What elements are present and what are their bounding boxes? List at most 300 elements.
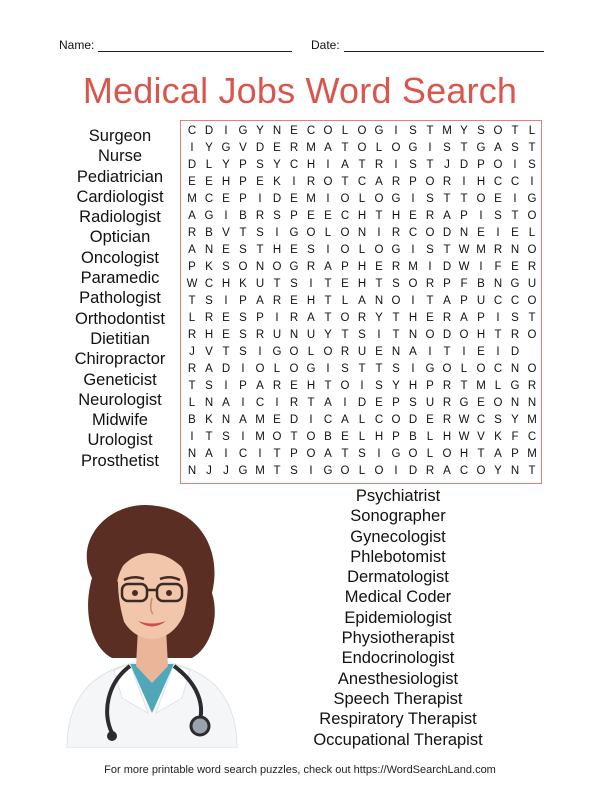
grid-cell: N xyxy=(459,227,469,239)
grid-cell: B xyxy=(409,431,417,443)
grid-cell: M xyxy=(306,193,316,205)
grid-cell: O xyxy=(391,142,401,154)
grid-cell: I xyxy=(224,210,228,222)
grid-cell: T xyxy=(290,431,298,443)
grid-cell: O xyxy=(442,448,452,460)
date-underline[interactable] xyxy=(344,39,544,52)
grid-cell: C xyxy=(306,125,316,137)
grid-cell: T xyxy=(188,380,196,392)
grid-cell: P xyxy=(239,193,247,205)
grid-cell: O xyxy=(391,414,401,426)
page-title: Medical Jobs Word Search xyxy=(82,70,518,111)
grid-cell: T xyxy=(426,295,434,307)
grid-cell: R xyxy=(272,295,282,307)
grid-cell: G xyxy=(238,125,248,137)
grid-cell: F xyxy=(511,431,519,443)
grid-cell: E xyxy=(290,244,298,256)
grid-cell: I xyxy=(530,176,534,188)
grid-cell: C xyxy=(204,193,214,205)
grid-cell: I xyxy=(377,448,381,460)
grid-cell: G xyxy=(527,193,537,205)
grid-cell: W xyxy=(458,431,470,443)
grid-cell: S xyxy=(375,380,383,392)
grid-cell: T xyxy=(341,142,349,154)
grid-cell: A xyxy=(324,448,332,460)
grid-cell: E xyxy=(375,261,383,273)
grid-cell: C xyxy=(323,414,333,426)
grid-cell: T xyxy=(222,346,230,358)
grid-cell: Y xyxy=(375,312,383,324)
grid-cell: E xyxy=(341,431,349,443)
grid-cell: S xyxy=(409,159,417,171)
grid-cell: N xyxy=(187,465,197,477)
grid-cell: W xyxy=(458,261,470,273)
grid-cell: D xyxy=(442,227,452,239)
grid-cell: E xyxy=(273,142,281,154)
grid-cell: P xyxy=(392,397,400,409)
grid-cell: C xyxy=(527,431,537,443)
grid-cell: G xyxy=(425,363,435,375)
grid-cell: C xyxy=(408,227,418,239)
word-list-item: Chiropractor xyxy=(74,350,166,369)
word-list-item: Dietitian xyxy=(90,329,150,348)
grid-cell: N xyxy=(272,125,282,137)
grid-cell: N xyxy=(289,329,299,341)
grid-cell: O xyxy=(255,363,265,375)
grid-cell: B xyxy=(324,431,332,443)
grid-cell: N xyxy=(391,346,401,358)
grid-cell: D xyxy=(442,329,452,341)
grid-cell: P xyxy=(460,295,468,307)
grid-cell: E xyxy=(426,414,434,426)
grid-cell: I xyxy=(224,380,228,392)
grid-cell: I xyxy=(411,193,415,205)
grid-cell: C xyxy=(510,176,520,188)
grid-cell: L xyxy=(307,346,315,358)
grid-cell: U xyxy=(255,278,265,290)
grid-cell: E xyxy=(290,125,298,137)
grid-cell: A xyxy=(324,142,332,154)
grid-cell: R xyxy=(289,397,299,409)
grid-cell: R xyxy=(357,312,367,324)
grid-cell: S xyxy=(239,244,247,256)
word-list-item: Psychiatrist xyxy=(355,487,441,505)
grid-cell: I xyxy=(190,431,194,443)
grid-cell: H xyxy=(221,278,231,290)
grid-cell: R xyxy=(204,312,214,324)
word-list-item: Medical Coder xyxy=(344,588,452,607)
grid-cell: B xyxy=(477,278,485,290)
word-list-item: Orthodontist xyxy=(75,309,165,328)
grid-cell: O xyxy=(272,431,282,443)
grid-cell: T xyxy=(460,142,468,154)
grid-cell: O xyxy=(374,465,384,477)
grid-cell: S xyxy=(205,380,213,392)
grid-cell: T xyxy=(426,125,434,137)
grid-cell: G xyxy=(510,278,520,290)
grid-cell: T xyxy=(273,278,281,290)
grid-cell: A xyxy=(443,295,451,307)
grid-cell: A xyxy=(239,414,247,426)
grid-cell: S xyxy=(205,295,213,307)
grid-cell: C xyxy=(493,176,503,188)
grid-cell: E xyxy=(256,176,264,188)
grid-cell: L xyxy=(426,448,434,460)
grid-cell: K xyxy=(205,261,213,273)
doctor-illustration xyxy=(52,498,248,748)
grid-cell: H xyxy=(408,380,418,392)
grid-cell: E xyxy=(375,397,383,409)
grid-cell: R xyxy=(340,346,350,358)
grid-cell: R xyxy=(306,261,316,273)
grid-cell: I xyxy=(241,431,245,443)
grid-cell: S xyxy=(409,397,417,409)
grid-cell: N xyxy=(510,465,520,477)
grid-cell: S xyxy=(358,448,366,460)
grid-cell: E xyxy=(477,227,485,239)
grid-cell: I xyxy=(241,397,245,409)
grid-cell: P xyxy=(290,210,298,222)
grid-cell: D xyxy=(408,414,418,426)
grid-cell: T xyxy=(341,329,349,341)
grid-cell: U xyxy=(306,329,316,341)
grid-cell: T xyxy=(528,312,536,324)
grid-cell: E xyxy=(477,346,485,358)
grid-cell: S xyxy=(239,312,247,324)
grid-cell: M xyxy=(255,465,265,477)
word-list-item: Radiologist xyxy=(79,208,161,227)
grid-cell: I xyxy=(462,346,466,358)
grid-cell: I xyxy=(224,125,228,137)
grid-cell: R xyxy=(425,465,435,477)
word-list-item: Occupational Therapist xyxy=(313,730,483,749)
grid-cell: I xyxy=(309,465,313,477)
grid-cell: G xyxy=(238,465,248,477)
grid-cell: T xyxy=(494,329,502,341)
grid-cell: O xyxy=(476,465,486,477)
grid-cell: P xyxy=(239,380,247,392)
grid-cell: O xyxy=(323,125,333,137)
grid-cell: L xyxy=(358,465,366,477)
grid-cell: N xyxy=(221,414,231,426)
grid-cell: A xyxy=(307,312,315,324)
grid-cell: E xyxy=(511,227,519,239)
name-field[interactable] xyxy=(59,38,292,52)
grid-cell: R xyxy=(425,210,435,222)
grid-cell: M xyxy=(527,414,537,426)
grid-cell: M xyxy=(306,142,316,154)
grid-cell: L xyxy=(273,363,281,375)
grid-cell: D xyxy=(357,397,367,409)
grid-cell: I xyxy=(258,193,262,205)
grid-cell: P xyxy=(239,176,247,188)
grid-cell: A xyxy=(222,397,230,409)
grid-cell: S xyxy=(222,261,230,273)
grid-cell: R xyxy=(187,329,197,341)
grid-cell: I xyxy=(394,465,398,477)
date-label: Date: xyxy=(311,38,340,52)
grid-cell: R xyxy=(391,227,401,239)
grid-cell: M xyxy=(408,261,418,273)
grid-cell: G xyxy=(374,125,384,137)
grid-cell: O xyxy=(527,244,537,256)
grid-cell: A xyxy=(256,295,264,307)
grid-cell: N xyxy=(374,295,384,307)
grid-cell: G xyxy=(323,465,333,477)
grid-cell: I xyxy=(428,142,432,154)
grid-cell: A xyxy=(188,244,196,256)
grid-cell: I xyxy=(326,159,330,171)
grid-cell: P xyxy=(341,261,349,273)
grid-cell: P xyxy=(460,210,468,222)
grid-cell: L xyxy=(460,363,468,375)
grid-cell: I xyxy=(224,295,228,307)
grid-cell: H xyxy=(374,431,384,443)
word-list-right xyxy=(300,486,496,750)
word-list-item: Phlebotomist xyxy=(350,547,446,566)
word-list-item: Gynecologist xyxy=(350,527,446,546)
grid-cell: P xyxy=(188,261,196,273)
grid-cell: C xyxy=(459,465,469,477)
grid-cell: G xyxy=(391,244,401,256)
word-list-item: Geneticist xyxy=(83,370,157,389)
grid-cell: H xyxy=(204,329,214,341)
grid-cell: A xyxy=(205,363,213,375)
grid-cell: R xyxy=(255,329,265,341)
grid-cell: R xyxy=(255,210,265,222)
grid-cell: I xyxy=(326,363,330,375)
grid-cell: A xyxy=(443,210,451,222)
grid-cell: E xyxy=(307,210,315,222)
grid-cell: E xyxy=(222,312,230,324)
grid-row xyxy=(181,463,541,483)
grid-cell: R xyxy=(391,176,401,188)
grid-cell: A xyxy=(188,210,196,222)
grid-cell: G xyxy=(289,227,299,239)
grid-cell: D xyxy=(204,125,214,137)
grid-cell: R xyxy=(442,176,452,188)
grid-cell: D xyxy=(272,193,282,205)
grid-cell: E xyxy=(494,193,502,205)
grid-cell: M xyxy=(476,244,486,256)
grid-cell: M xyxy=(442,125,452,137)
grid-cell: I xyxy=(326,193,330,205)
grid-cell: N xyxy=(510,244,520,256)
grid-cell: I xyxy=(309,414,313,426)
grid-cell: L xyxy=(375,142,383,154)
grid-cell: P xyxy=(511,448,519,460)
grid-cell: G xyxy=(221,142,231,154)
word-search-grid xyxy=(180,120,542,484)
grid-cell: L xyxy=(341,295,349,307)
grid-cell: D xyxy=(187,159,197,171)
grid-cell: L xyxy=(528,125,536,137)
grid-cell: I xyxy=(377,227,381,239)
grid-cell: C xyxy=(374,414,384,426)
grid-cell: S xyxy=(426,193,434,205)
grid-cell: I xyxy=(241,363,245,375)
grid-cell: K xyxy=(205,414,213,426)
grid-cell: K xyxy=(494,431,502,443)
grid-cell: R xyxy=(510,329,520,341)
grid-cell: N xyxy=(527,397,537,409)
grid-cell: C xyxy=(289,159,299,171)
grid-cell: I xyxy=(394,159,398,171)
grid-cell: I xyxy=(479,210,483,222)
grid-cell: L xyxy=(324,227,332,239)
grid-cell: C xyxy=(204,278,214,290)
grid-cell: A xyxy=(324,261,332,273)
grid-cell: H xyxy=(459,448,469,460)
grid-cell: H xyxy=(306,159,316,171)
word-list-item: Neurologist xyxy=(78,390,162,409)
grid-cell: D xyxy=(442,261,452,273)
word-list-item: Midwife xyxy=(92,411,148,430)
word-list-item: Physiotherapist xyxy=(341,629,455,648)
grid-cell: O xyxy=(357,142,367,154)
grid-cell: A xyxy=(256,380,264,392)
grid-cell: L xyxy=(358,414,366,426)
grid-cell: G xyxy=(408,142,418,154)
grid-cell: N xyxy=(510,363,520,375)
grid-cell: N xyxy=(493,278,503,290)
grid-cell: T xyxy=(443,193,451,205)
grid-cell: H xyxy=(476,329,486,341)
grid-cell: S xyxy=(494,210,502,222)
grid-cell: O xyxy=(476,193,486,205)
grid-cell: D xyxy=(255,142,265,154)
grid-cell: I xyxy=(309,278,313,290)
grid-cell: P xyxy=(256,312,264,324)
grid-cell: Y xyxy=(205,142,213,154)
grid-cell: O xyxy=(527,363,537,375)
grid-cell: P xyxy=(290,448,298,460)
grid-cell: O xyxy=(493,125,503,137)
grid-cell: B xyxy=(188,414,196,426)
grid-cell: J xyxy=(444,159,450,171)
grid-cell: C xyxy=(357,176,367,188)
grid-cell: A xyxy=(375,176,383,188)
grid-cell: S xyxy=(222,431,230,443)
grid-cell: O xyxy=(357,125,367,137)
grid-cell: T xyxy=(324,380,332,392)
grid-cell: O xyxy=(374,193,384,205)
grid-cell: L xyxy=(188,312,196,324)
grid-cell: S xyxy=(341,363,349,375)
grid-cell: P xyxy=(239,159,247,171)
grid-cell: P xyxy=(477,312,485,324)
grid-cell: Y xyxy=(222,159,230,171)
footer-text: For more printable word search puzzles, check out https://WordSearchLand.com xyxy=(104,764,496,776)
grid-cell: P xyxy=(426,380,434,392)
grid-cell: P xyxy=(409,176,417,188)
name-underline[interactable] xyxy=(98,39,292,52)
grid-cell: E xyxy=(290,380,298,392)
word-list-item: Oncologist xyxy=(81,248,159,267)
grid-cell: E xyxy=(477,397,485,409)
grid-cell: N xyxy=(204,244,214,256)
grid-cell: N xyxy=(187,448,197,460)
grid-cell: R xyxy=(442,312,452,324)
grid-cell: L xyxy=(494,380,502,392)
grid-cell: E xyxy=(511,261,519,273)
date-field[interactable] xyxy=(311,38,544,52)
grid-cell: O xyxy=(340,227,350,239)
grid-cell: G xyxy=(476,142,486,154)
grid-cell: R xyxy=(527,380,537,392)
grid-cell: D xyxy=(459,159,469,171)
grid-cell: I xyxy=(411,295,415,307)
grid-cell: O xyxy=(442,363,452,375)
grid-cell: H xyxy=(391,210,401,222)
grid-cell: K xyxy=(273,176,281,188)
grid-cell: V xyxy=(205,346,213,358)
grid-cell: U xyxy=(527,278,537,290)
grid-cell: J xyxy=(223,465,229,477)
grid-cell: E xyxy=(375,346,383,358)
grid-cell: T xyxy=(188,295,196,307)
grid-cell: O xyxy=(425,227,435,239)
grid-cell: S xyxy=(239,329,247,341)
word-list-item: Prosthetist xyxy=(81,451,159,470)
grid-cell: M xyxy=(255,431,265,443)
grid-cell: S xyxy=(290,278,298,290)
grid-cell: C xyxy=(187,125,197,137)
grid-cell: O xyxy=(425,176,435,188)
grid-cell: J xyxy=(206,465,212,477)
grid-cell: A xyxy=(460,312,468,324)
grid-cell: R xyxy=(493,244,503,256)
grid-cell: O xyxy=(238,261,248,273)
grid-cell: Y xyxy=(392,380,400,392)
grid-cell: S xyxy=(426,244,434,256)
grid-cell: E xyxy=(273,414,281,426)
word-list-item: Urologist xyxy=(87,431,153,450)
grid-cell: L xyxy=(426,431,434,443)
grid-cell: P xyxy=(477,159,485,171)
grid-cell: G xyxy=(272,346,282,358)
grid-cell: K xyxy=(239,278,247,290)
grid-cell: O xyxy=(493,397,503,409)
grid-cell: M xyxy=(476,380,486,392)
grid-cell: T xyxy=(256,244,264,256)
grid-cell: E xyxy=(222,244,230,256)
word-list-item: Endocrinologist xyxy=(341,649,455,668)
grid-cell: C xyxy=(493,363,503,375)
grid-cell: N xyxy=(408,329,418,341)
grid-cell: E xyxy=(222,329,230,341)
grid-cell: I xyxy=(258,448,262,460)
grid-cell: S xyxy=(494,414,502,426)
grid-cell: O xyxy=(527,295,537,307)
grid-cell: S xyxy=(392,278,400,290)
grid-cell: O xyxy=(323,176,333,188)
grid-cell: T xyxy=(375,210,383,222)
grid-cell: P xyxy=(392,431,400,443)
grid-cell: I xyxy=(496,227,500,239)
grid-cell: R xyxy=(289,142,299,154)
grid-cell: R xyxy=(289,312,299,324)
word-list-item: Anesthesiologist xyxy=(337,669,459,688)
word-list-item: Dermatologist xyxy=(347,568,449,587)
grid-cell: I xyxy=(428,261,432,273)
grid-cell: R xyxy=(442,414,452,426)
grid-cell: S xyxy=(511,312,519,324)
grid-cell: R xyxy=(425,278,435,290)
grid-cell: T xyxy=(511,210,519,222)
grid-cell: P xyxy=(239,295,247,307)
grid-cell: I xyxy=(411,363,415,375)
